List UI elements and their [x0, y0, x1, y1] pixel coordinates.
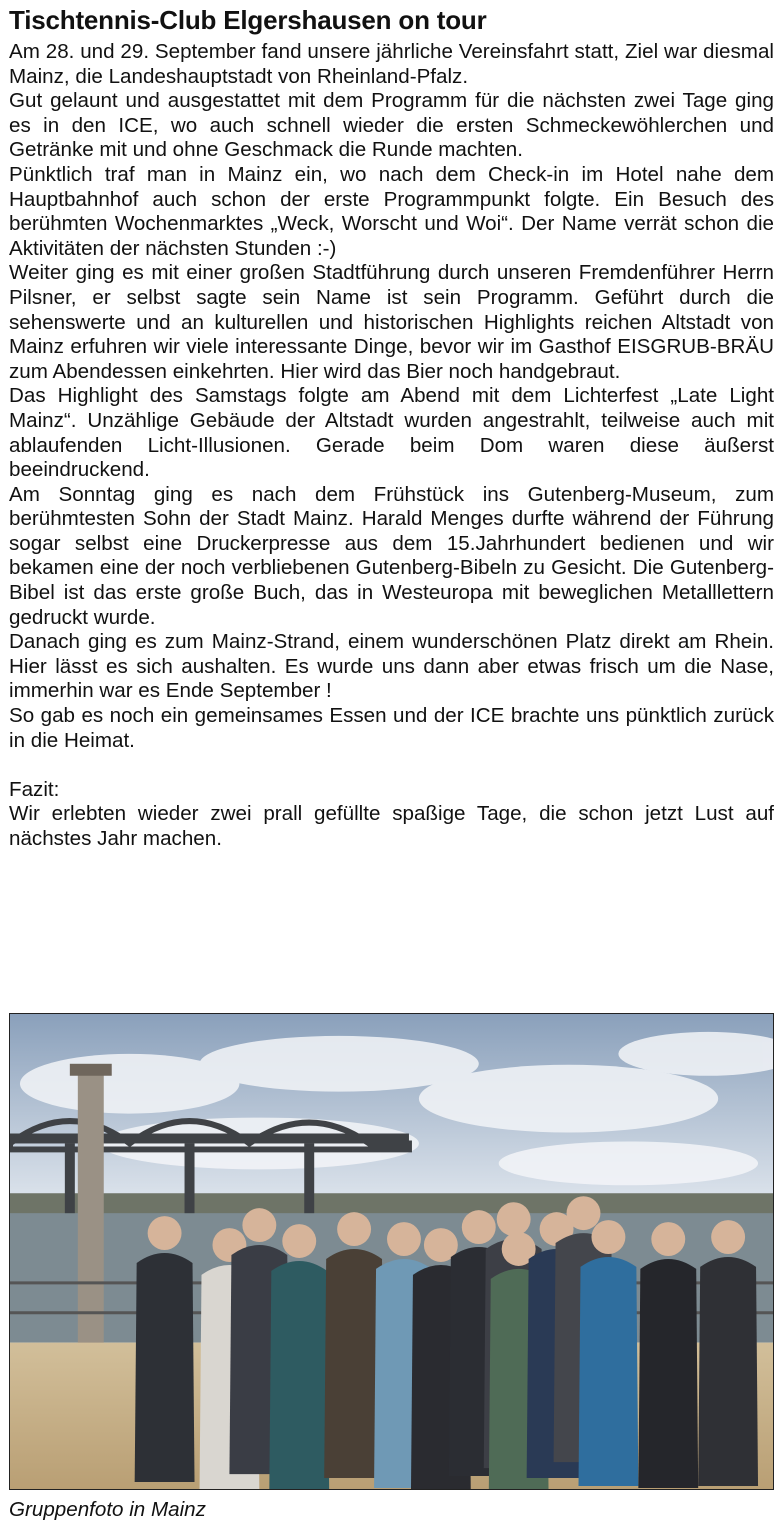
paragraph-6: Am Sonntag ging es nach dem Frühstück ins Gutenberg-Museum, zum berühmtesten Sohn der Stadt Mainz. Harald Menges durfte während der Führung sogar selbst eine Druckerpresse aus dem 15.Jahrhundert bedienen und wir bekamen eine der noch verbliebenen Gutenberg-Bibeln zu Gesicht. Die Gutenberg-Bibel ist das erste große Buch, das in Westeuropa mit beweglichen Metalllettern gedruckt wurde.: [9, 482, 774, 629]
person-head: [567, 1196, 601, 1230]
photo-caption: Gruppenfoto in Mainz: [9, 1498, 206, 1521]
person-head: [337, 1212, 371, 1246]
article-body: [9, 40, 774, 852]
person-body: [638, 1259, 698, 1488]
conclusion-heading: Fazit:: [9, 777, 60, 801]
paragraph-1: Am 28. und 29. September fand unsere jährliche Vereinsfahrt statt, Ziel war diesmal Mainz, die Landeshauptstadt von Rheinland-Pfalz.: [9, 40, 774, 88]
person-body: [698, 1257, 758, 1486]
person-head: [387, 1222, 421, 1256]
person-head: [591, 1220, 625, 1254]
person-body: [269, 1261, 329, 1489]
paragraph-7: Danach ging es zum Mainz-Strand, einem wunderschönen Platz direkt am Rhein. Hier lässt es sich aushalten. Es wurde uns dann aber etwas frisch um die Nase, immerhin war es Ende September !: [9, 630, 774, 703]
person-head: [462, 1210, 496, 1244]
paragraph-3: Pünktlich traf man in Mainz ein, wo nach dem Check-in im Hotel nahe dem Hauptbahnhof auch schon der erste Programmpunkt folgte. Ein Besuch des berühmten Wochenmarktes „Weck, Worscht und Woi“. Der Name verrät schon die Aktivitäten der nächsten Stunden :-): [9, 162, 774, 260]
paragraph-5: Das Highlight des Samstags folgte am Abend mit dem Lichterfest „Late Light Mainz“. Unzählige Gebäude der Altstadt wurden angestrahlt, teilweise auch mit ablaufenden Licht-Illusionen. Gerade beim Dom waren diese äußerst beeindruckend.: [9, 384, 774, 482]
person-head: [497, 1202, 531, 1236]
far-shore: [10, 1193, 773, 1215]
paragraph-8: So gab es noch ein gemeinsames Essen und der ICE brachte uns pünktlich zurück in die Heimat.: [9, 704, 774, 752]
article-title: Tischtennis-Club Elgershausen on tour: [9, 5, 487, 35]
person-head: [282, 1224, 316, 1258]
conclusion-text: Wir erlebten wieder zwei prall gefüllte spaßige Tage, die schon jetzt Lust auf nächstes Jahr machen.: [9, 802, 774, 850]
group-photo: [9, 1013, 774, 1490]
person-head: [148, 1216, 182, 1250]
paragraph-2: Gut gelaunt und ausgestattet mit dem Programm für die nächsten zwei Tage ging es in den ICE, wo auch schnell wieder die ersten Schmeckewöhlerchen und Getränke mit und ohne Geschmack die Runde machten.: [9, 89, 774, 162]
person-head: [242, 1208, 276, 1242]
person-body: [135, 1253, 195, 1482]
person-head: [651, 1222, 685, 1256]
paragraph-4: Weiter ging es mit einer großen Stadtführung durch unseren Fremdenführer Herrn Pilsner, er selbst sagte sein Name ist sein Programm. Geführt durch die sehenswerte und an kulturellen und historischen Highlights reichen Altstadt von Mainz erfuhren wir viele interessante Dinge, bevor wir im Gasthof EISGRUB-BRÄU zum Abendessen einkehrten. Hier wird das Bier noch handgebraut.: [9, 261, 774, 383]
person-head: [711, 1220, 745, 1254]
person-body: [579, 1257, 639, 1486]
people: [135, 1196, 758, 1489]
